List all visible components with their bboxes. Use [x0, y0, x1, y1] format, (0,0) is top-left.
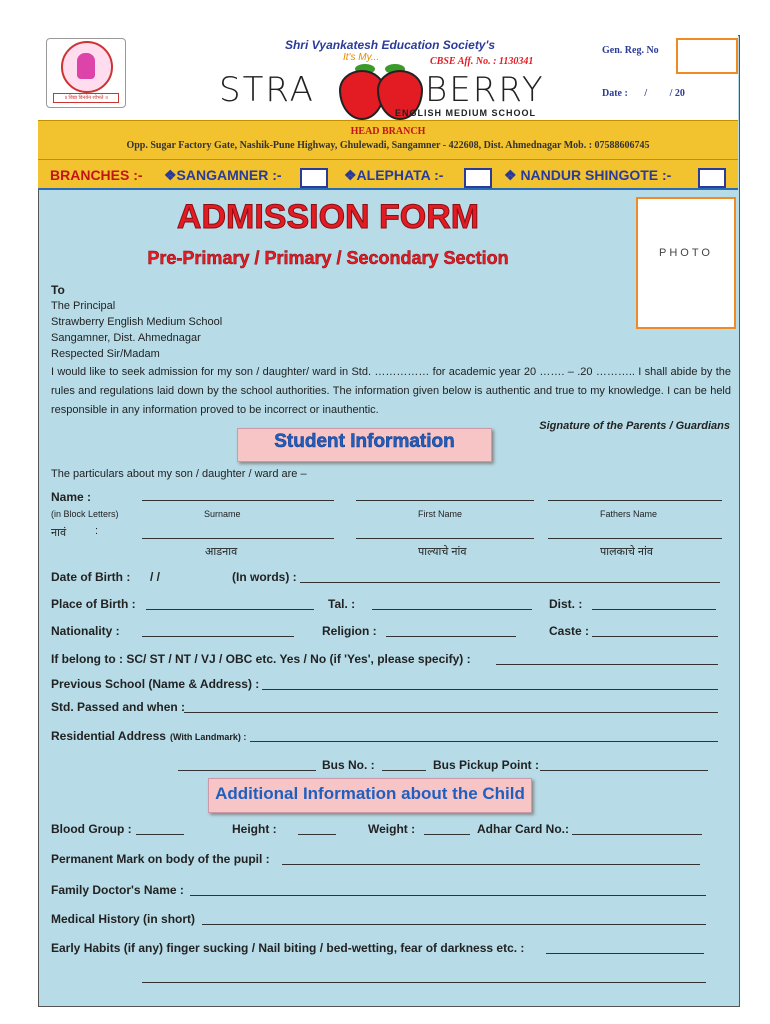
weight-line[interactable]	[424, 834, 470, 835]
dist-line[interactable]	[592, 609, 716, 610]
residential-address-line[interactable]	[250, 741, 718, 742]
head-branch-bar	[38, 120, 738, 160]
religion-line[interactable]	[386, 636, 516, 637]
early-habits-line-2[interactable]	[142, 982, 706, 983]
caste-label: Caste :	[549, 624, 590, 638]
seal-motto: ॥ विद्या विनयेन शोभते ॥	[53, 93, 119, 103]
logo-word-left: STRA	[219, 70, 315, 110]
category-line[interactable]	[496, 664, 718, 665]
student-info-heading: Student Information	[237, 428, 492, 462]
height-label: Height :	[232, 822, 277, 836]
previous-school-label: Previous School (Name & Address) :	[51, 677, 260, 691]
additional-info-heading: Additional Information about the Child	[208, 778, 532, 813]
cbse-affiliation: CBSE Aff. No. : 1130341	[430, 56, 534, 67]
surname-caption: Surname	[204, 509, 241, 519]
date-label: Date :	[602, 88, 628, 99]
branch-alephata-checkbox[interactable]	[464, 168, 492, 188]
letter-addr-1: The Principal	[51, 300, 116, 312]
form-title: ADMISSION FORM	[176, 198, 480, 236]
bus-no-line[interactable]	[382, 770, 426, 771]
letter-to: To	[51, 283, 65, 297]
gen-reg-box[interactable]	[676, 38, 738, 74]
blood-group-label: Blood Group :	[51, 822, 132, 836]
bus-pickup-line[interactable]	[540, 770, 708, 771]
branch-nandur-checkbox[interactable]	[698, 168, 726, 188]
form-subtitle: Pre-Primary / Primary / Secondary Section	[147, 248, 509, 268]
date-sep-1: /	[644, 88, 648, 99]
name-label: Name :	[51, 490, 92, 504]
dob-separators: / /	[150, 570, 161, 584]
signature-label: Signature of the Parents / Guardians	[539, 420, 730, 432]
place-of-birth-label: Place of Birth :	[51, 597, 136, 611]
caste-line[interactable]	[592, 636, 718, 637]
dob-words-label: (In words) :	[232, 570, 297, 584]
first-name-marathi-line[interactable]	[356, 538, 534, 539]
letter-addr-2: Strawberry English Medium School	[51, 316, 223, 328]
dob-words-line[interactable]	[300, 582, 720, 583]
school-seal-logo	[46, 38, 126, 108]
surname-marathi-line[interactable]	[142, 538, 334, 539]
tal-label: Tal. :	[328, 597, 356, 611]
particulars-text: The particulars about my son / daughter / ward are –	[51, 468, 307, 480]
head-branch-address: Opp. Sugar Factory Gate, Nashik-Pune Highway, Ghulewadi, Sangamner - 422608, Dist. Ahmednagar Mob. : 07588606745	[126, 140, 650, 151]
nationality-label: Nationality :	[51, 624, 120, 638]
letter-body: I would like to seek admission for my son / daughter/ ward in Std. …………… for academic year 20 ……. – .20 ……….. I shall abide by the rules and regulations laid down by the school authorities. The information given below is authentic and true to my knowledge. I can be held responsible in any information proved to be incorrect or inauthentic.	[51, 366, 731, 416]
family-doctor-line[interactable]	[190, 895, 706, 896]
logo-subtitle: ENGLISH MEDIUM SCHOOL	[395, 108, 537, 118]
name-marathi-label: नावं	[51, 527, 67, 539]
branches-bar	[38, 160, 738, 190]
tal-line[interactable]	[372, 609, 532, 610]
fathers-marathi-caption: पालकाचे नांव	[600, 546, 653, 558]
std-passed-label: Std. Passed and when :	[51, 700, 186, 714]
weight-label: Weight :	[368, 822, 416, 836]
category-label: If belong to : SC/ ST / NT / VJ / OBC etc. Yes / No (if 'Yes', please specify) :	[51, 652, 471, 666]
seal-emblem-icon	[61, 41, 113, 93]
society-name: Shri Vyankatesh Education Society's	[284, 38, 496, 52]
adhar-line[interactable]	[572, 834, 702, 835]
surname-line[interactable]	[142, 500, 334, 501]
branch-alephata: ❖ALEPHATA :-	[344, 167, 444, 183]
letter-salutation: Respected Sir/Madam	[51, 348, 160, 360]
first-name-caption: First Name	[418, 509, 463, 519]
logo-word-right: BERRY	[425, 70, 545, 110]
bus-no-label: Bus No. :	[322, 758, 375, 772]
first-name-marathi-caption: पाल्याचे नांव	[418, 546, 467, 558]
date-row	[602, 88, 685, 99]
medical-history-line[interactable]	[202, 924, 706, 925]
photo-box[interactable]	[636, 197, 736, 329]
photo-label: PHOTO	[659, 247, 713, 259]
bus-pickup-label: Bus Pickup Point :	[433, 758, 540, 772]
religion-label: Religion :	[322, 624, 377, 638]
medical-history-label: Medical History (in short)	[51, 912, 196, 926]
height-line[interactable]	[298, 834, 336, 835]
place-of-birth-line[interactable]	[146, 609, 314, 610]
branch-sangamner: ❖SANGAMNER :-	[164, 167, 282, 183]
std-passed-line[interactable]	[184, 712, 718, 713]
branch-sangamner-checkbox[interactable]	[300, 168, 328, 188]
fathers-marathi-line[interactable]	[548, 538, 722, 539]
early-habits-label: Early Habits (if any) finger sucking / Nail biting / bed-wetting, fear of darkness etc. :	[51, 941, 525, 955]
dob-label: Date of Birth :	[51, 570, 131, 584]
family-doctor-label: Family Doctor's Name :	[51, 883, 184, 897]
gen-reg-label: Gen. Reg. No	[602, 45, 659, 56]
residential-address-label: Residential Address	[51, 729, 166, 743]
early-habits-line[interactable]	[546, 953, 704, 954]
branches-label: BRANCHES :-	[50, 167, 143, 183]
nationality-line[interactable]	[142, 636, 294, 637]
blood-group-line[interactable]	[136, 834, 184, 835]
with-landmark-note: (With Landmark) :	[170, 732, 247, 742]
permanent-mark-label: Permanent Mark on body of the pupil :	[51, 852, 270, 866]
previous-school-line[interactable]	[262, 689, 718, 690]
branch-nandur-shingote: ❖ NANDUR SHINGOTE :-	[504, 167, 672, 183]
fathers-name-line[interactable]	[548, 500, 722, 501]
logo-tagline: It's My...	[343, 52, 380, 63]
letter-addr-3: Sangamner, Dist. Ahmednagar	[51, 332, 201, 344]
head-branch-title: HEAD BRANCH	[350, 126, 426, 137]
first-name-line[interactable]	[356, 500, 534, 501]
surname-marathi-caption: आडनाव	[205, 546, 238, 558]
name-marathi-colon: :	[95, 525, 99, 537]
residential-address-line-2[interactable]	[178, 770, 316, 771]
permanent-mark-line[interactable]	[282, 864, 700, 865]
block-letters-note: (in Block Letters)	[51, 509, 119, 519]
fathers-name-caption: Fathers Name	[600, 509, 658, 519]
adhar-label: Adhar Card No.:	[477, 822, 570, 836]
dist-label: Dist. :	[549, 597, 583, 611]
date-sep-2: / 20	[669, 88, 685, 99]
